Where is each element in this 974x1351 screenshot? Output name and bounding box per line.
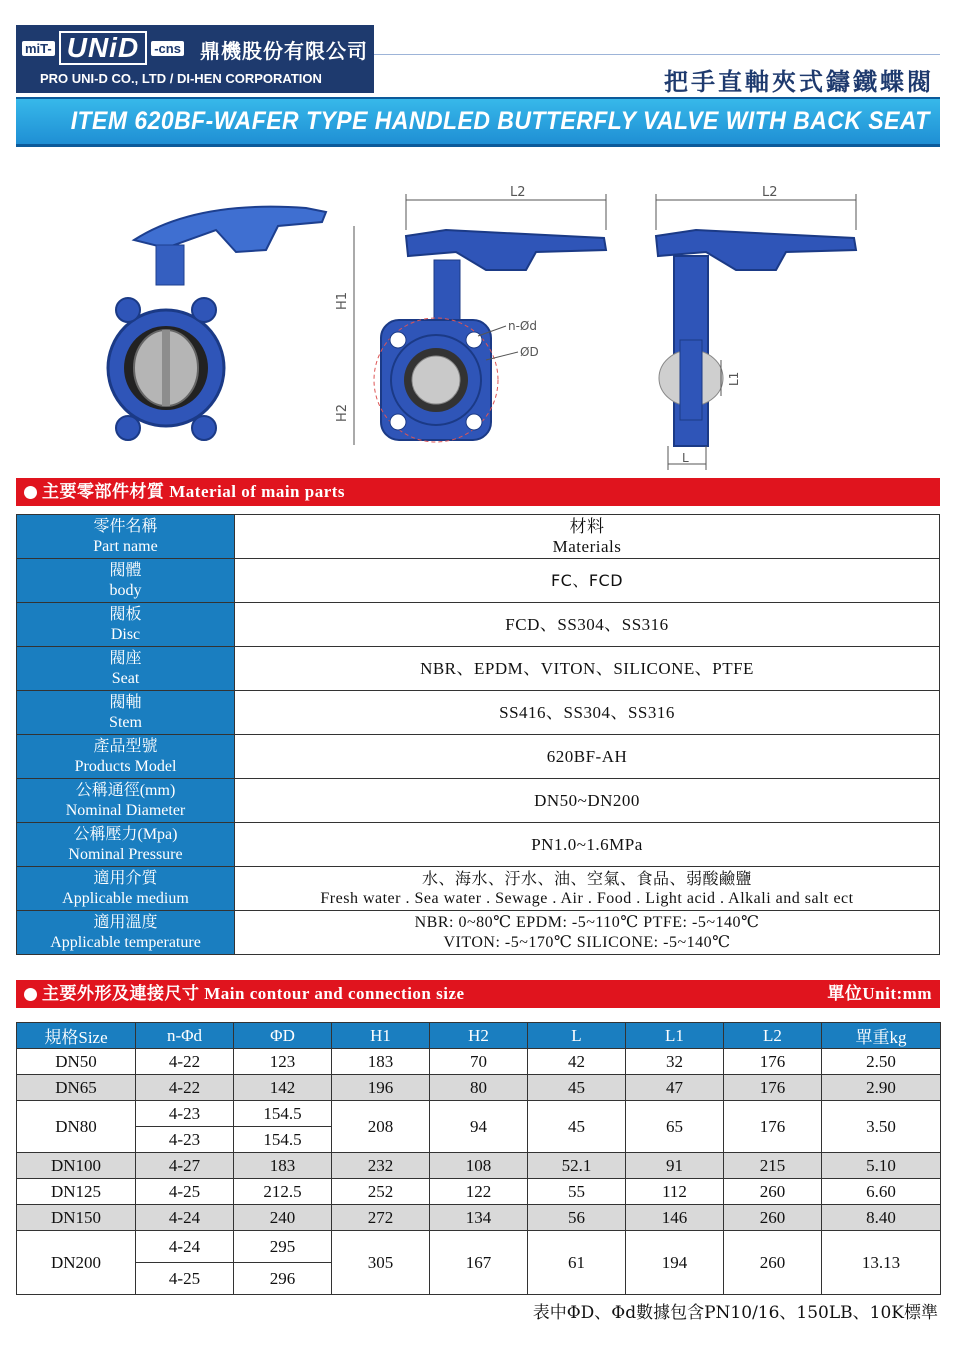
part-label: 公稱通徑(mm) Nominal Diameter	[17, 779, 235, 823]
dim-n-d: n-Ød	[508, 319, 537, 333]
cell: 4-24	[136, 1231, 234, 1263]
cell: 52.1	[528, 1153, 626, 1179]
dim-l: L	[682, 451, 689, 465]
dim-h2: H2	[335, 403, 350, 422]
material-row-pressure	[17, 823, 940, 867]
cell: 296	[234, 1263, 332, 1295]
cell-size: DN150	[17, 1205, 136, 1231]
cell: 4-23	[136, 1101, 234, 1127]
cell: 80	[430, 1075, 528, 1101]
cell: 2.90	[822, 1075, 941, 1101]
bullet-dot	[24, 988, 37, 1001]
cell: 56	[528, 1205, 626, 1231]
cell: 142	[234, 1075, 332, 1101]
cell: 194	[626, 1231, 724, 1295]
bullet-dot	[24, 486, 37, 499]
logo-cns: -cns	[151, 41, 184, 56]
cell: 3.50	[822, 1101, 941, 1153]
cell: 13.13	[822, 1231, 941, 1295]
cell: 167	[430, 1231, 528, 1295]
cell: 123	[234, 1049, 332, 1075]
cell: 4-25	[136, 1179, 234, 1205]
cell: 146	[626, 1205, 724, 1231]
cell: 4-27	[136, 1153, 234, 1179]
dim-l1: L1	[727, 371, 741, 386]
cell: 2.50	[822, 1049, 941, 1075]
cell: 47	[626, 1075, 724, 1101]
dim-od: ØD	[520, 345, 539, 359]
cell: 45	[528, 1101, 626, 1153]
cell-size: DN200	[17, 1231, 136, 1295]
cell: 260	[724, 1205, 822, 1231]
cell: 4-25	[136, 1263, 234, 1295]
material-row-disc	[17, 603, 940, 647]
cell: 260	[724, 1231, 822, 1295]
cell: 272	[332, 1205, 430, 1231]
cell: 176	[724, 1075, 822, 1101]
material-value: FC、FCD	[235, 559, 940, 603]
part-label: 閥座 Seat	[17, 647, 235, 691]
cell-size: DN125	[17, 1179, 136, 1205]
material-value: NBR、EPDM、VITON、SILICONE、PTFE	[235, 647, 940, 691]
valve-side-view	[656, 185, 856, 470]
cell: 4-23	[136, 1127, 234, 1153]
material-value: 水、海水、汙水、油、空氣、食品、弱酸鹼鹽 Fresh water . Sea water . Sewage . Air . Food . Light acid . Alkali and salt ect	[235, 867, 940, 911]
cell: 91	[626, 1153, 724, 1179]
material-row-stem	[17, 691, 940, 735]
cell-size: DN65	[17, 1075, 136, 1101]
cell: 8.40	[822, 1205, 941, 1231]
unit-label: 單位Unit:mm	[827, 984, 932, 1003]
cell: 45	[528, 1075, 626, 1101]
company-name-cn: 鼎機股份有限公司	[200, 39, 368, 63]
table-row	[17, 1049, 941, 1075]
part-label: 適用溫度 Applicable temperature	[17, 911, 235, 955]
part-label: 適用介質 Applicable medium	[17, 867, 235, 911]
col-header: L1	[626, 1023, 724, 1049]
material-row-temperature	[17, 911, 940, 955]
material-value: 620BF-AH	[235, 735, 940, 779]
cell-size: DN100	[17, 1153, 136, 1179]
cell: 154.5	[234, 1101, 332, 1127]
logo-unid: UNiD	[59, 31, 147, 65]
cell-size: DN50	[17, 1049, 136, 1075]
material-row-diameter	[17, 779, 940, 823]
cell: 32	[626, 1049, 724, 1075]
footnote: 表中ΦD、Φd數據包含PN10/16、150LB、10K標準	[532, 1303, 938, 1323]
company-logo	[16, 25, 374, 93]
material-value: PN1.0~1.6MPa	[235, 823, 940, 867]
table-row	[17, 1153, 941, 1179]
valve-photo	[108, 207, 326, 440]
col-header: ΦD	[234, 1023, 332, 1049]
col-header: L	[528, 1023, 626, 1049]
col-header: L2	[724, 1023, 822, 1049]
part-label: 產品型號 Products Model	[17, 735, 235, 779]
cell: 4-24	[136, 1205, 234, 1231]
cell: 196	[332, 1075, 430, 1101]
cell: 134	[430, 1205, 528, 1231]
col-header: 單重kg	[822, 1023, 941, 1049]
table-row	[17, 1179, 941, 1205]
material-value: FCD、SS304、SS316	[235, 603, 940, 647]
cell: 61	[528, 1231, 626, 1295]
cell: 112	[626, 1179, 724, 1205]
part-label: 閥軸 Stem	[17, 691, 235, 735]
cell: 4-22	[136, 1075, 234, 1101]
cell: 183	[332, 1049, 430, 1075]
materials-header: 材料 Materials	[235, 515, 940, 559]
cell: 55	[528, 1179, 626, 1205]
dim-l2-side: L2	[762, 185, 778, 200]
materials-table	[16, 514, 940, 955]
materials-header-row	[17, 515, 940, 559]
cell: 183	[234, 1153, 332, 1179]
cell: 4-22	[136, 1049, 234, 1075]
part-name-header: 零件名稱 Part name	[17, 515, 235, 559]
material-row-model	[17, 735, 940, 779]
product-title-en: ITEM 620BF-WAFER TYPE HANDLED BUTTERFLY VALVE WITH BACK SEAT	[70, 107, 930, 135]
table-row	[17, 1101, 941, 1127]
col-header: H2	[430, 1023, 528, 1049]
dim-h1: H1	[335, 291, 350, 310]
cell: 252	[332, 1179, 430, 1205]
materials-section-title: 主要零部件材質 Material of main parts	[42, 482, 346, 501]
table-row	[17, 1205, 941, 1231]
cell: 176	[724, 1049, 822, 1075]
materials-section-bar	[16, 478, 940, 506]
material-value: DN50~DN200	[235, 779, 940, 823]
header-divider	[374, 54, 940, 55]
material-row-body	[17, 559, 940, 603]
cell: 108	[430, 1153, 528, 1179]
cell: 212.5	[234, 1179, 332, 1205]
cell: 6.60	[822, 1179, 941, 1205]
cell: 305	[332, 1231, 430, 1295]
material-row-medium	[17, 867, 940, 911]
cell: 260	[724, 1179, 822, 1205]
cell: 70	[430, 1049, 528, 1075]
dim-l2-front: L2	[510, 185, 526, 200]
cell: 65	[626, 1101, 724, 1153]
cell-size: DN80	[17, 1101, 136, 1153]
company-name-en: PRO UNI-D CO., LTD / DI-HEN CORPORATION	[40, 71, 322, 86]
cell: 94	[430, 1101, 528, 1153]
cell: 295	[234, 1231, 332, 1263]
sizes-section-bar	[16, 980, 940, 1008]
cell: 42	[528, 1049, 626, 1075]
sizes-section-title: 主要外形及連接尺寸 Main contour and connection size	[42, 984, 465, 1003]
cell: 122	[430, 1179, 528, 1205]
part-label: 公稱壓力(Mpa) Nominal Pressure	[17, 823, 235, 867]
brand-mark	[22, 31, 184, 65]
valve-front-view	[335, 185, 606, 445]
cell: 5.10	[822, 1153, 941, 1179]
cell: 240	[234, 1205, 332, 1231]
part-label: 閥板 Disc	[17, 603, 235, 647]
col-header: 規格Size	[17, 1023, 136, 1049]
product-title-bar	[16, 97, 940, 147]
size-header-row	[17, 1023, 941, 1049]
col-header: n-Φd	[136, 1023, 234, 1049]
table-row	[17, 1231, 941, 1263]
material-value: NBR: 0~80℃ EPDM: -5~110℃ PTFE: -5~140℃ VITON: -5~170℃ SILICONE: -5~140℃	[235, 911, 940, 955]
cell: 232	[332, 1153, 430, 1179]
logo-mit: miT-	[22, 41, 55, 56]
cell: 208	[332, 1101, 430, 1153]
material-row-seat	[17, 647, 940, 691]
material-value: SS416、SS304、SS316	[235, 691, 940, 735]
part-label: 閥體 body	[17, 559, 235, 603]
product-title-cn: 把手直軸夾式鑄鐵蝶閥	[664, 67, 934, 96]
cell: 215	[724, 1153, 822, 1179]
size-table	[16, 1022, 941, 1295]
col-header: H1	[332, 1023, 430, 1049]
valve-drawings	[16, 160, 940, 472]
cell: 154.5	[234, 1127, 332, 1153]
table-row	[17, 1075, 941, 1101]
cell: 176	[724, 1101, 822, 1153]
